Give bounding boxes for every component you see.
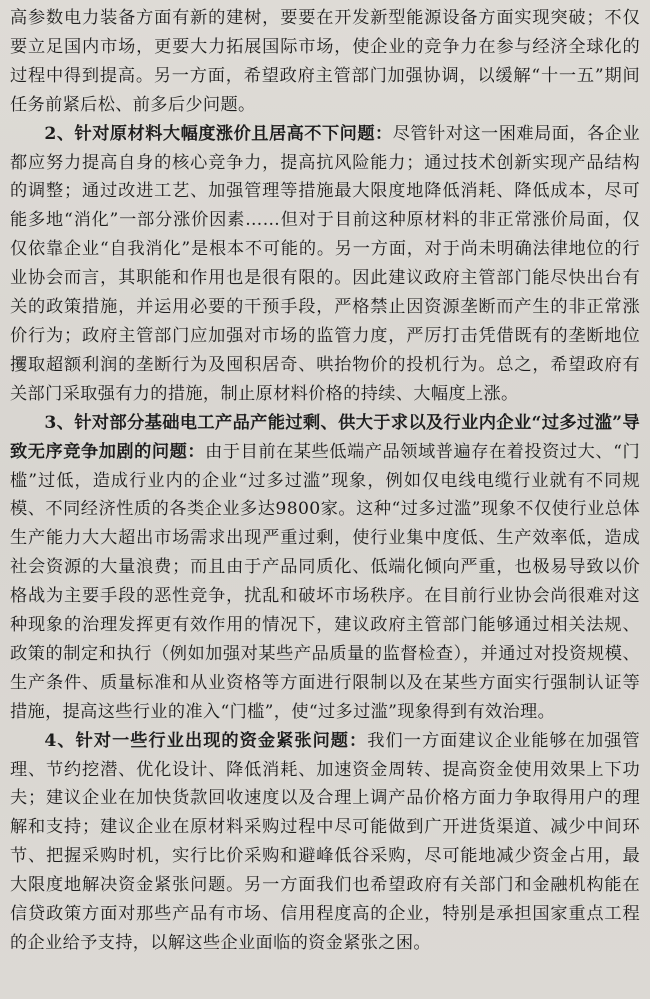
paragraph-heading: 4、针对一些行业出现的资金紧张问题： bbox=[44, 730, 368, 751]
paragraph-heading: 3、针对部分基础电工产品产能过剩、供大于求以及行业内企业“过多过滥”导致无序竞争加剧的问题： bbox=[10, 412, 640, 462]
paragraph-body: 尽管针对这一困难局面，各企业都应努力提高自身的核心竞争力，提高抗风险能力；通过技术创新实现产品结构的调整；通过改进工艺、加强管理等措施最大限度地降低消耗、降低成本，尽可能多地“消化”一部分涨价因素……但对于目前这种原材料的非正常涨价局面，仅仅依靠企业“自我消化”是根本不可能的。另一方面，对于尚未明确法律地位的行业协会而言，其职能和作用也是很有限的。因此建议政府主管部门能尽快出台有关的政策措施，并运用必要的干预手段，严格禁止因资源垄断而产生的非正常涨价行为；政府主管部门应加强对市场的监管力度，严厉打击凭借既有的垄断地位攫取超额利润的垄断行为及囤积居奇、哄抬物价的投机行为。总之，希望政府有关部门采取强有力的措施，制止原材料价格的持续、大幅度上涨。 bbox=[10, 123, 640, 404]
paragraph-raw-material-prices bbox=[10, 120, 640, 409]
paragraph-funding-shortage bbox=[10, 727, 640, 958]
paragraph-continued bbox=[10, 4, 640, 120]
paragraph-body: 我们一方面建议企业能够在加强管理、节约挖潜、优化设计、降低消耗、加速资金周转、提高资金使用效果上下功夫；建议企业在加快货款回收速度以及合理上调产品价格方面力争取得用户的理解和支持；建议企业在原材料采购过程中尽可能做到广开进货渠道、减少中间环节、把握采购时机，实行比价采购和避峰低谷采购，尽可能地减少资金占用，最大限度地解决资金紧张问题。另一方面我们也希望政府有关部门和金融机构能在信贷政策方面对那些产品有市场、信用程度高的企业，特别是承担国家重点工程的企业给予支持，以解这些企业面临的资金紧张之困。 bbox=[10, 730, 640, 953]
paragraph-body: 由于目前在某些低端产品领域普遍存在着投资过大、“门槛”过低，造成行业内的企业“过多过滥”现象，例如仅电线电缆行业就有不同规模、不同经济性质的各类企业多达9800家。这种“过多过滥”现象不仅使行业总体生产能力大大超出市场需求出现严重过剩，使行业集中度低、生产效率低，造成社会资源的大量浪费；而且由于产品同质化、低端化倾向严重，也极易导致以价格战为主要手段的恶性竞争，扰乱和破坏市场秩序。在目前行业协会尚很难对这种现象的治理发挥更有效作用的情况下，建议政府主管部门能够通过相关法规、政策的制定和执行（例如加强对某些产品质量的监督检查），并通过对投资规模、生产条件、质量标准和从业资格等方面进行限制以及在某些方面实行强制认证等措施，提高这些行业的准入“门槛”，使“过多过滥”现象得到有效治理。 bbox=[10, 441, 640, 722]
paragraph-body: 高参数电力装备方面有新的建树，要要在开发新型能源设备方面实现突破；不仅要立足国内市场，更要大力拓展国际市场，使企业的竞争力在参与经济全球化的过程中得到提高。另一方面，希望政府主管部门加强协调，以缓解“十一五”期间任务前紧后松、前多后少问题。 bbox=[10, 8, 640, 115]
paragraph-overcapacity bbox=[10, 409, 640, 727]
paragraph-heading: 2、针对原材料大幅度涨价且居高不下问题： bbox=[44, 123, 393, 144]
